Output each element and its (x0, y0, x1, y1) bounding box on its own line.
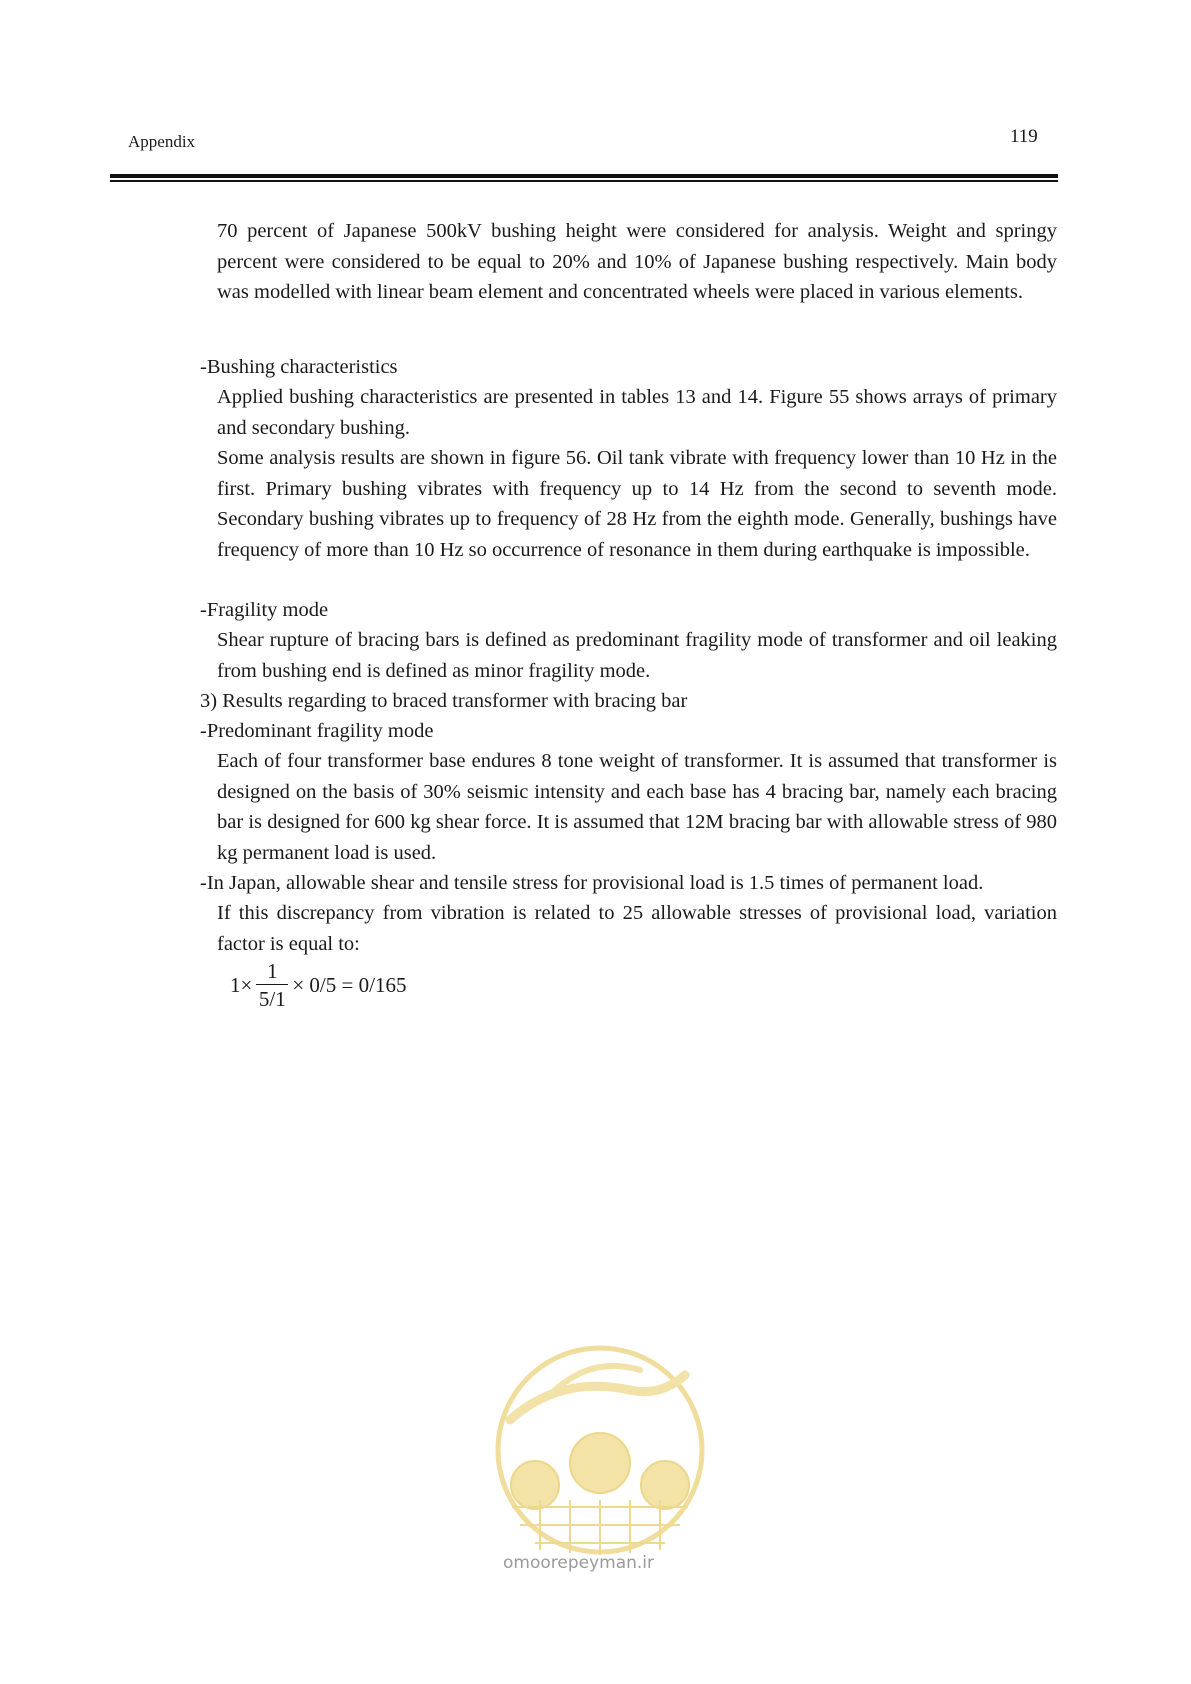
paragraph-transformer-base: Each of four transformer base endures 8 tone weight of transformer. It is assumed that transformer is designed on the basis of 30% seismic intensity and each base has 4 bracing bar, namely each bracing bar is designed for 600 kg shear force. It is assumed that 12M bracing bar with allowable stress of 980 kg permanent load is used. (217, 750, 1057, 864)
heading-predominant-fragility: -Predominant fragility mode (200, 720, 434, 742)
paragraph-variation-factor: If this discrepancy from vibration is related to 25 allowable stresses of provisional load, variation factor is equal to: (217, 902, 1057, 955)
formula-tail: × 0/5 = 0/165 (292, 973, 407, 998)
watermark-site: omoorepeyman.ir (503, 1553, 655, 1573)
paragraph-fragility-definition: Shear rupture of bracing bars is defined as predominant fragility mode of transformer and oil leaking from bushing end is defined as minor fragility mode. (217, 629, 1057, 682)
formula-lead: 1× (230, 973, 253, 998)
watermark-logo (490, 1335, 710, 1575)
heading-fragility-mode: -Fragility mode (200, 599, 329, 621)
heading-bushing-characteristics: -Bushing characteristics (200, 356, 398, 378)
fraction-numerator: 1 (267, 959, 278, 983)
header-rule-thick (110, 174, 1058, 178)
paragraph-analysis-results: Some analysis results are shown in figure 56. Oil tank vibrate with frequency lower than 10 Hz in the first. Primary bushing vibrates with frequency up to 14 Hz from the second to seventh mode. Secondary bushing vibrates up to frequency of 28 Hz from the eighth mode. Generally, bushings have frequency of more than 10 Hz so occurrence of resonance in them during earthquake is impossible. (217, 447, 1057, 561)
paragraph-bushing-model: 70 percent of Japanese 500kV bushing height were considered for analysis. Weight and springy percent were considered to be equal to 20% and 10% of Japanese bushing respectively. Main body was modelled with linear beam element and concentrated wheels were placed in various elements. (217, 220, 1057, 303)
heading-braced-results: 3) Results regarding to braced transformer with bracing bar (200, 690, 688, 712)
paragraph-bushing-tables: Applied bushing characteristics are presented in tables 13 and 14. Figure 55 shows arrays of primary and secondary bushing. (217, 386, 1057, 439)
page-number: 119 (1010, 126, 1038, 147)
formula-fraction (256, 958, 288, 1013)
header-rule-thin (110, 180, 1058, 182)
fraction-denominator: 5/1 (258, 987, 286, 1012)
section-title: Appendix (128, 132, 196, 151)
heading-japan-allowable-stress: -In Japan, allowable shear and tensile stress for provisional load is 1.5 times of permanent load. (200, 872, 984, 894)
variation-factor-formula (230, 958, 406, 1013)
